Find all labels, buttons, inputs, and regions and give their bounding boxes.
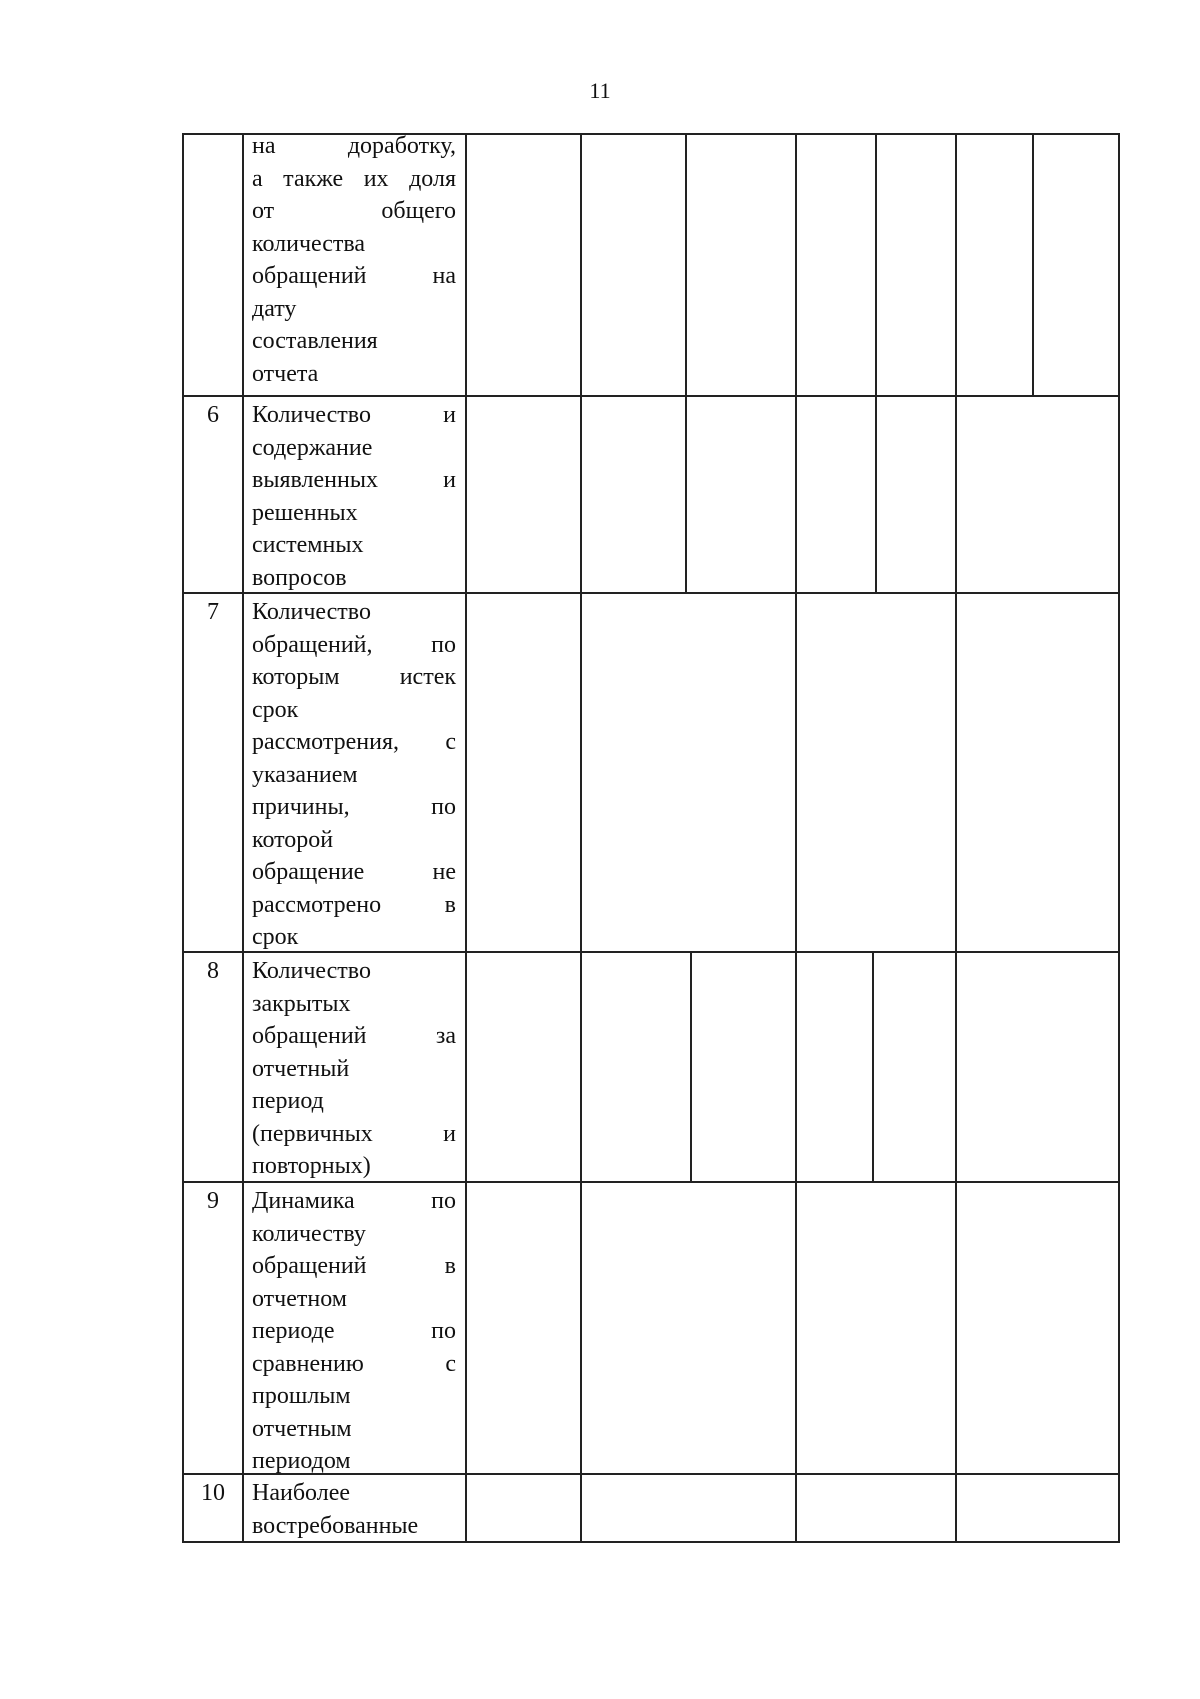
column-divider <box>242 133 244 1543</box>
row-description-line: отчета <box>252 360 319 387</box>
row-description-line: срок <box>252 924 299 950</box>
column-divider <box>875 133 877 594</box>
row-description <box>252 955 456 1183</box>
row-description-line: отчетный <box>252 1055 350 1082</box>
row-description-line: которой <box>252 826 334 853</box>
row-description-line: периоде по <box>252 1318 456 1344</box>
row-description-line: отчетном <box>252 1285 347 1312</box>
row-description-line: составления <box>252 328 378 354</box>
row-description-line: содержание <box>252 434 373 461</box>
row-number: 6 <box>207 402 219 428</box>
row-description-line: указанием <box>252 761 358 788</box>
row-description-line: повторных) <box>252 1153 371 1179</box>
row-description <box>252 1185 456 1478</box>
row-description-line: от общего <box>252 198 456 224</box>
row-description-line: востребованные <box>252 1512 419 1539</box>
row-description-line: количеству <box>252 1220 366 1247</box>
row-description-line: причины, по <box>252 794 456 820</box>
column-divider <box>795 133 797 1543</box>
row-description-line: (первичных и <box>252 1120 456 1147</box>
row-description-line: Динамика по <box>252 1188 456 1214</box>
table-border-right <box>1118 133 1120 1543</box>
column-divider <box>955 133 957 1543</box>
row-description-line: обращений, по <box>252 631 456 658</box>
row-description-line: Наиболее <box>252 1480 351 1506</box>
row-description-line: обращений за <box>252 1023 456 1049</box>
column-divider <box>872 951 874 1183</box>
row-description-line: Количество <box>252 599 371 625</box>
row-description-line: рассмотрено в <box>252 891 456 918</box>
row-description-line: срок <box>252 696 299 723</box>
row-description-line: сравнению с <box>252 1350 456 1377</box>
column-divider <box>1032 133 1034 397</box>
row-divider <box>182 395 1120 397</box>
row-description-line: дату <box>252 295 297 322</box>
row-number: 10 <box>201 1480 225 1506</box>
row-description-line: обращение не <box>252 859 456 885</box>
row-description-line: Количество <box>252 958 371 984</box>
column-divider <box>690 951 692 1183</box>
row-description-line: которым истек <box>252 664 456 690</box>
row-description-line: а также их доля <box>252 165 456 192</box>
row-number: 7 <box>207 599 219 625</box>
row-description <box>252 1477 456 1542</box>
row-description-line: системных <box>252 532 364 558</box>
row-description <box>252 596 456 954</box>
table-border-left <box>182 133 184 1543</box>
row-description-line: решенных <box>252 499 358 526</box>
column-divider <box>580 133 582 1543</box>
row-description-line: количества <box>252 230 366 257</box>
row-description-line: на доработку, <box>252 133 456 159</box>
row-description-line: период <box>252 1088 324 1114</box>
page-number: 11 <box>589 78 611 103</box>
row-description-line: Количество и <box>252 402 456 428</box>
row-description-line: обращений на <box>252 263 456 289</box>
row-description <box>252 130 456 390</box>
row-description-line: периодом <box>252 1448 351 1474</box>
row-number: 9 <box>207 1188 219 1214</box>
column-divider <box>465 133 467 1543</box>
row-description-line: рассмотрения, с <box>252 729 456 755</box>
row-description-line: выявленных и <box>252 467 456 493</box>
row-description-line: обращений в <box>252 1253 456 1279</box>
row-description-line: отчетным <box>252 1415 352 1442</box>
row-description-line: вопросов <box>252 564 347 591</box>
column-divider <box>685 133 687 594</box>
row-number: 8 <box>207 958 219 984</box>
row-description-line: закрытых <box>252 990 351 1017</box>
row-description-line: прошлым <box>252 1383 351 1409</box>
row-description <box>252 399 456 594</box>
